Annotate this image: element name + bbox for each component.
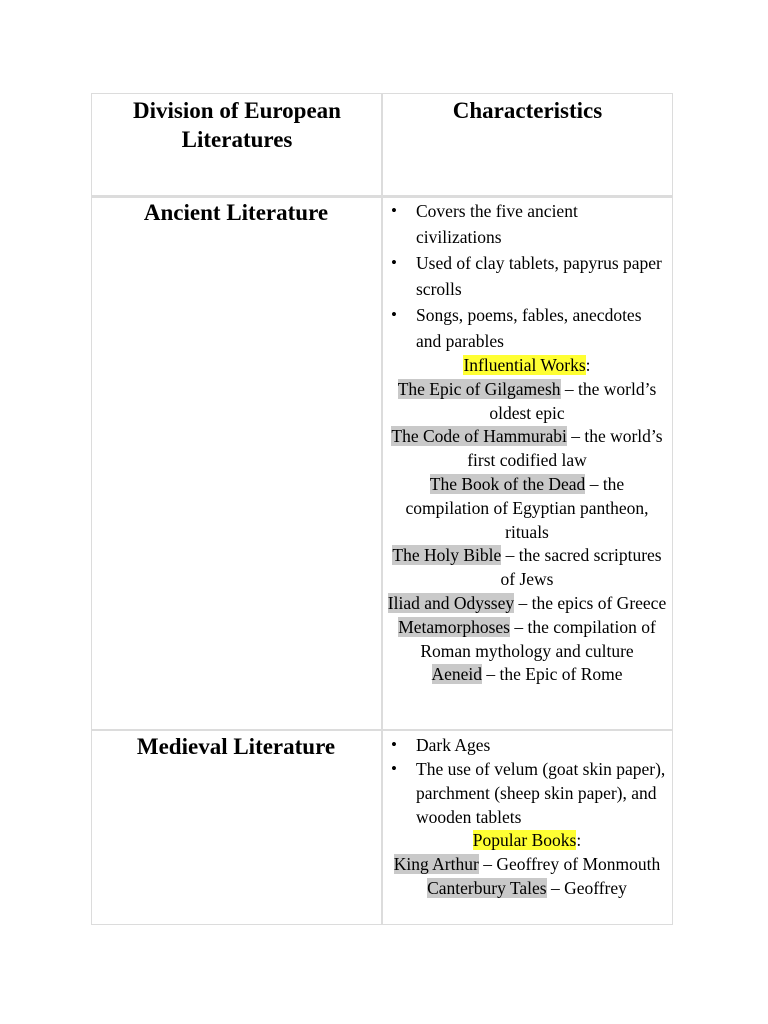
header-division-text: Division of European Literatures bbox=[133, 98, 341, 152]
ancient-works bbox=[387, 354, 667, 687]
medieval-characteristics bbox=[387, 733, 667, 900]
table-border-row bbox=[91, 729, 673, 731]
work-entry: Aeneid – the Epic of Rome bbox=[431, 664, 623, 685]
work-entry: King Arthur – Geoffrey of Monmouth bbox=[393, 853, 661, 874]
table-border-middle bbox=[381, 93, 383, 925]
table-border-bottom bbox=[91, 924, 673, 925]
header-characteristics bbox=[383, 96, 672, 125]
work-entry: Canterbury Tales – Geoffrey bbox=[427, 877, 627, 898]
work-entry: The Epic of Gilgamesh – the world’s oldest epic bbox=[397, 378, 657, 423]
row-title-ancient-text: Ancient Literature bbox=[143, 200, 329, 225]
works-label: Popular Books: bbox=[472, 830, 582, 850]
work-entry: Iliad and Odyssey – the epics of Greece bbox=[387, 592, 667, 613]
medieval-works bbox=[387, 829, 667, 900]
row-title-medieval bbox=[91, 732, 381, 761]
list-item: • Dark Ages bbox=[387, 733, 667, 757]
header-characteristics-text: Characteristics bbox=[452, 98, 603, 123]
work-entry: Metamorphoses – the compilation of Roman mythology and culture bbox=[398, 616, 656, 661]
list-item: • Covers the five ancient civilizations bbox=[387, 198, 667, 250]
literature-table bbox=[91, 93, 673, 925]
list-item: • The use of velum (goat skin paper), parchment (sheep skin paper), and wooden tablets bbox=[387, 757, 667, 829]
ancient-bullet-list bbox=[387, 198, 667, 354]
works-label: Influential Works: bbox=[463, 355, 591, 375]
row-title-medieval-text: Medieval Literature bbox=[136, 734, 336, 759]
list-item: • Used of clay tablets, papyrus paper scrolls bbox=[387, 250, 667, 302]
table-border-top bbox=[91, 93, 673, 94]
work-entry: The Code of Hammurabi – the world’s first codified law bbox=[391, 426, 663, 471]
ancient-characteristics bbox=[387, 198, 667, 687]
row-title-ancient bbox=[91, 198, 381, 227]
table-border-right bbox=[672, 93, 673, 925]
work-entry: The Book of the Dead – the compilation of Egyptian pantheon, rituals bbox=[405, 473, 649, 542]
medieval-bullet-list bbox=[387, 733, 667, 829]
header-division bbox=[107, 96, 367, 154]
list-item: • Songs, poems, fables, anecdotes and parables bbox=[387, 302, 667, 354]
work-entry: The Holy Bible – the sacred scriptures of Jews bbox=[392, 545, 662, 590]
